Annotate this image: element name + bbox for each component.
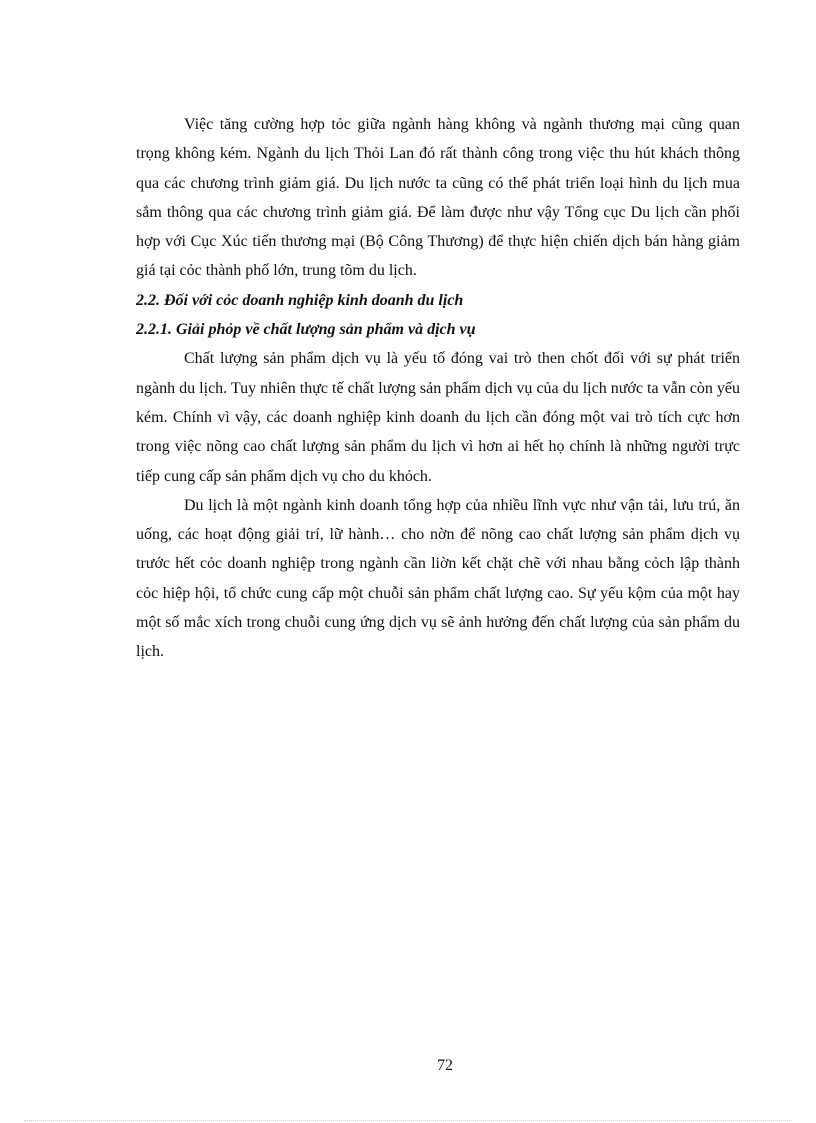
paragraph-service-quality: Chất lượng sản phẩm dịch vụ là yếu tố đóng vai trò then chốt đối với sự phát triển ngành du lịch. Tuy nhiên thực tế chất lượng sản phẩm dịch vụ của du lịch nước ta vẫn còn yếu kém. Chính vì vậy, các doanh nghiệp kinh doanh du lịch cần đóng một vai trò tích cực hơn trong việc nõng cao chất lượng sản phẩm du lịch vì hơn ai hết họ chính là những người trực tiếp cung cấp sản phẩm dịch vụ cho du khỏch. <box>136 350 740 485</box>
page-bottom-divider <box>24 1120 792 1121</box>
document-body <box>136 110 740 667</box>
subsection-heading-2-2-1: 2.2.1. Giải phỏp về chất lượng sản phẩm và dịch vụ <box>136 321 476 339</box>
section-heading-2-2: 2.2. Đối với cỏc doanh nghiệp kinh doanh du lịch <box>136 291 464 309</box>
paragraph-industry-linkage: Du lịch là một ngành kinh doanh tổng hợp của nhiều lĩnh vực như vận tải, lưu trú, ăn uống, các hoạt động giải trí, lữ hành… cho nờn để nõng cao chất lượng sản phẩm dịch vụ trước hết cỏc doanh nghiệp trong ngành cần liờn kết chặt chẽ với nhau bằng cỏch lập thành cỏc hiệp hội, tổ chức cung cấp một chuỗi sản phẩm chất lượng cao. Sự yếu kộm của một hay một số mắc xích trong chuỗi cung ứng dịch vụ sẽ ảnh hưởng đến chất lượng của sản phẩm du lịch. <box>136 496 740 661</box>
page-number: 72 <box>437 1057 453 1074</box>
paragraph-airline-trade-cooperation: Việc tăng cường hợp tỏc giữa ngành hàng không và ngành thương mại cũng quan trọng không kém. Ngành du lịch Thỏi Lan đó rất thành công trong việc thu hút khách thông qua các chương trình giảm giá. Du lịch nước ta cũng có thể phát triển loại hình du lịch mua sắm thông qua các chương trình giảm giá. Để làm được như vậy Tổng cục Du lịch cần phối hợp với Cục Xúc tiến thương mại (Bộ Công Thương) để thực hiện chiến dịch bán hàng giảm giá tại cỏc thành phố lớn, trung tõm du lịch. <box>136 116 740 280</box>
